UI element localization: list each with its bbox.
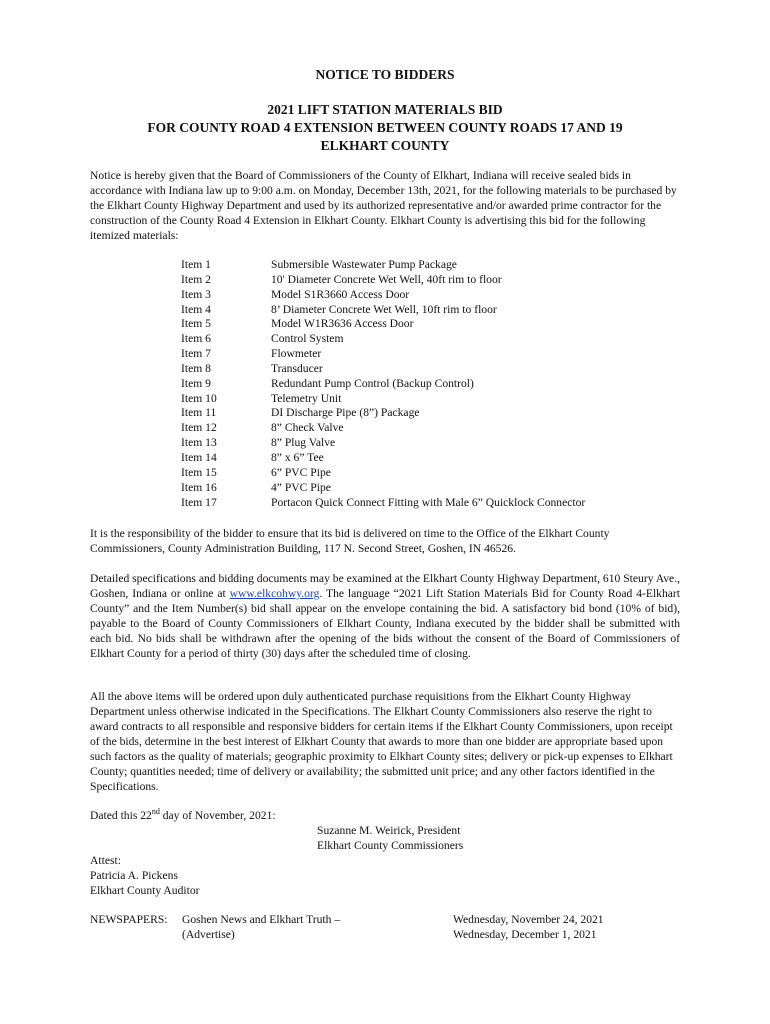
item-description: 4” PVC Pipe <box>271 480 331 494</box>
item-number: Item 7 <box>181 347 211 361</box>
item-description: Control System <box>271 332 344 346</box>
signatory-title: Elkhart County Commissioners <box>317 839 464 852</box>
item-description: Telemetry Unit <box>271 391 342 405</box>
item-number: Item 4 <box>181 302 211 316</box>
item-row <box>181 317 585 332</box>
item-row <box>181 258 585 273</box>
item-row <box>181 288 585 303</box>
bid-title-line2: FOR COUNTY ROAD 4 EXTENSION BETWEEN COUNTY ROADS 17 AND 19 <box>147 120 623 135</box>
item-description: Model S1R3660 Access Door <box>271 287 410 301</box>
item-row <box>181 392 585 407</box>
item-number: Item 6 <box>181 332 211 346</box>
item-description: Transducer <box>271 361 323 375</box>
attest-label: Attest: <box>90 854 121 867</box>
signatory-name: Suzanne M. Weirick, President <box>317 824 461 837</box>
item-number: Item 16 <box>181 480 217 494</box>
item-row <box>181 303 585 318</box>
publish-date-2: Wednesday, December 1, 2021 <box>453 928 597 941</box>
intro-paragraph: Notice is hereby given that the Board of Commissioners of the County of Elkhart, Indiana will receive sealed bids in accordance with Indiana law up to 9:00 a.m. on Monday, December 13th, 2021, for the following materials to be purchased by the Elkhart County Highway Department and used by its authorized representative and/or awarded prime contractor for the construction of the County Road 4 Extension in Elkhart County. Elkhart County is advertising this bid for the following itemized materials: <box>90 169 677 242</box>
item-description: DI Discharge Pipe (8”) Package <box>271 406 420 420</box>
item-description: 10' Diameter Concrete Wet Well, 40ft rim to floor <box>271 272 502 286</box>
bid-title-line1: 2021 LIFT STATION MATERIALS BID <box>267 102 503 117</box>
item-number: Item 13 <box>181 436 217 450</box>
item-description: Redundant Pump Control (Backup Control) <box>271 376 474 390</box>
specs-text-after: . The language “2021 Lift Station Materials Bid for County Road 4-Elkhart County” and the Item Number(s) bid shall appear on the envelope containing the bid. A satisfactory bid bond (10% of bid), payable to the Board of County Commissioners of Elkhart County, Indiana executed by the bidder shall be submitted with each bid. No bids shall be withdrawn after the opening of the bids without the consent of the Board of Commissioners of Elkhart County for a period of thirty (30) days after the scheduled time of closing. <box>90 587 680 660</box>
publish-date-1: Wednesday, November 24, 2021 <box>453 913 604 926</box>
highway-website-link[interactable]: www.elkcohwy.org <box>229 587 320 600</box>
item-row <box>181 481 585 496</box>
item-description: 8” Plug Valve <box>271 436 336 450</box>
specifications-paragraph <box>90 571 680 661</box>
item-description: Flowmeter <box>271 347 322 361</box>
bid-title-line3: ELKHART COUNTY <box>320 138 450 153</box>
item-row <box>181 377 585 392</box>
item-number: Item 5 <box>181 317 211 331</box>
attest-title: Elkhart County Auditor <box>90 884 200 897</box>
item-description: 8” Check Valve <box>271 421 344 435</box>
item-row <box>181 451 585 466</box>
responsibility-paragraph: It is the responsibility of the bidder to ensure that its bid is delivered on time to the Office of the Elkhart County Commissioners, County Administration Building, 117 N. Second Street, Goshen, IN 46526. <box>90 527 610 555</box>
item-number: Item 11 <box>181 406 217 420</box>
item-number: Item 3 <box>181 287 211 301</box>
item-description: 6” PVC Pipe <box>271 465 331 479</box>
item-description: 8” x 6” Tee <box>271 450 324 464</box>
item-number: Item 14 <box>181 450 217 464</box>
notice-heading: NOTICE TO BIDDERS <box>315 67 455 82</box>
item-description: Submersible Wastewater Pump Package <box>271 258 457 271</box>
item-number: Item 12 <box>181 421 217 435</box>
item-number: Item 17 <box>181 495 217 509</box>
item-description: Model W1R3636 Access Door <box>271 317 414 331</box>
item-number: Item 8 <box>181 361 211 375</box>
item-description: Portacon Quick Connect Fitting with Male 6” Quicklock Connector <box>271 495 586 509</box>
item-row <box>181 347 585 362</box>
item-row <box>181 273 585 288</box>
item-number: Item 1 <box>181 258 211 271</box>
item-number: Item 9 <box>181 376 211 390</box>
item-row <box>181 362 585 377</box>
item-description: 8’ Diameter Concrete Wet Well, 10ft rim to floor <box>271 302 497 316</box>
item-row <box>181 436 585 451</box>
item-number: Item 10 <box>181 391 217 405</box>
item-row <box>181 466 585 481</box>
newspapers-label: NEWSPAPERS: <box>90 913 168 926</box>
dated-line: Dated this 22nd day of November, 2021: <box>90 807 276 822</box>
item-row <box>181 406 585 421</box>
specs-text-before: Detailed specifications and bidding documents may be examined at the Elkhart County Highway Department, 610 Steury Ave., Goshen, Indiana or online at <box>90 572 680 600</box>
items-list <box>181 258 585 510</box>
item-number: Item 2 <box>181 272 211 286</box>
award-paragraph: All the above items will be ordered upon duly authenticated purchase requisitions from the Elkhart County Highway Department unless otherwise indicated in the Specifications. The Elkhart County Commissioners also reserve the right to award contracts to all responsible and responsive bidders for certain items if the Elkhart County Commissioners, upon receipt of the bids, determine in the best interest of Elkhart County that awards to more than one bidder are appropriate based upon such factors as the quality of materials; geographic proximity to Elkhart County sites; delivery or pick-up expenses to Elkhart County; quantities needed; time of delivery or availability; the submitted unit price; and any other factors identified in the Specifications. <box>90 690 673 793</box>
newspapers-note: (Advertise) <box>182 928 235 941</box>
attest-name: Patricia A. Pickens <box>90 869 178 882</box>
item-row <box>181 332 585 347</box>
item-row <box>181 421 585 436</box>
item-number: Item 15 <box>181 465 217 479</box>
newspapers-names: Goshen News and Elkhart Truth – <box>182 913 341 926</box>
item-row <box>181 496 585 511</box>
